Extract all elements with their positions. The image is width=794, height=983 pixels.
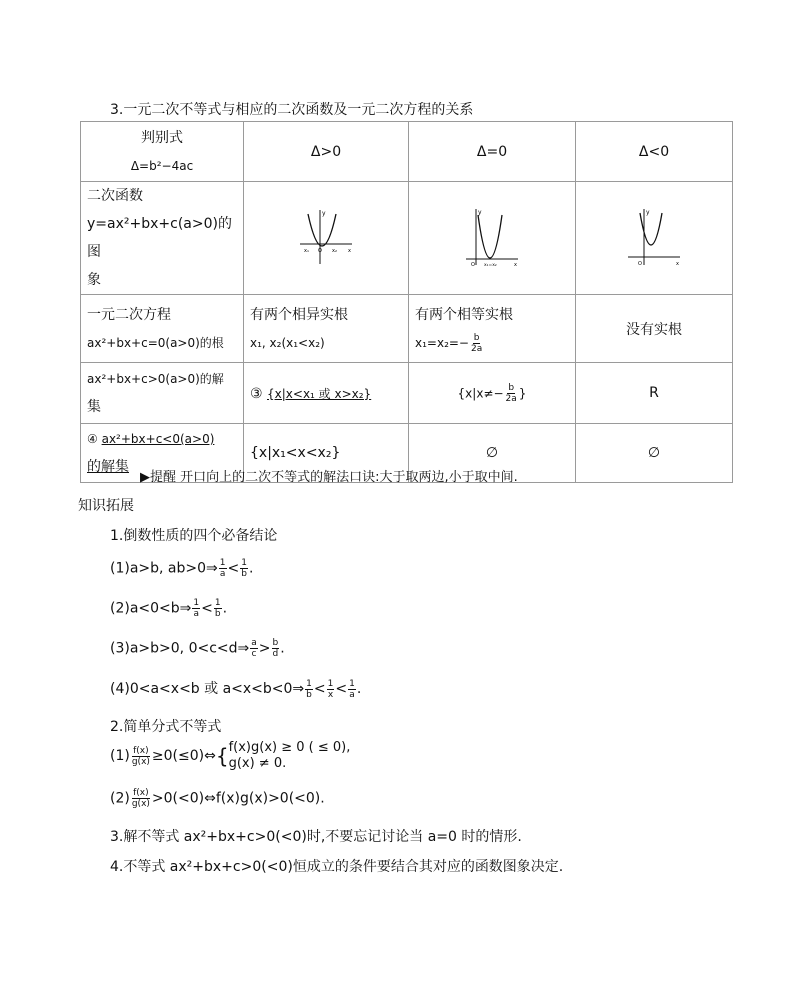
fraction-numerator: 1 (219, 558, 226, 568)
graph3-label-x: x (676, 261, 679, 267)
header-delta-negative: Δ<0 (576, 122, 733, 182)
parabola-two-roots-graph (296, 206, 356, 266)
function-label-line3: 象 (87, 272, 101, 288)
greater-label-cell (81, 363, 244, 424)
frac-1-over-b (305, 679, 313, 700)
tip-note: ▶提醒 开口向上的二次不等式的解法口诀:大于取两边,小于取中间. (140, 470, 518, 485)
graph1-label-x2: x₂ (332, 248, 337, 254)
period: . (280, 640, 285, 657)
parabola-curve (640, 213, 662, 245)
fraction-numerator: f(x) (133, 788, 149, 798)
graph-double-root-cell (409, 182, 576, 295)
greater-double-root-cell (409, 363, 576, 424)
system-brace: { (215, 744, 229, 768)
frac-a-over-c (250, 638, 258, 659)
fraction-numerator: a (251, 638, 257, 648)
blank-marker-3: ③ (250, 385, 263, 402)
less-two-roots-cell: {x|x₁<x<x₂} (244, 424, 409, 483)
fraction-numerator: 1 (306, 678, 312, 689)
frac-1-over-a (192, 598, 200, 619)
double-root-fraction (470, 333, 483, 354)
less-no-root-cell: ∅ (576, 424, 733, 483)
graph1-label-y: y (322, 210, 326, 217)
parabola-curve (308, 214, 336, 246)
graph3-label-origin: O (638, 261, 642, 267)
frac-b-over-d (272, 638, 280, 659)
frac-1-over-a (348, 679, 356, 700)
fraction-item-1 (110, 740, 350, 772)
less-label-line1: ax²+bx+c<0(a>0) (101, 432, 215, 446)
fraction-numerator: f(x) (133, 745, 149, 756)
table-header-row (81, 122, 733, 182)
item2-prefix: (2)a<0<b⇒ (110, 600, 192, 617)
system-line-2: g(x) ≠ 0. (228, 756, 287, 771)
greater-double-root-suffix: } (518, 386, 527, 400)
fraction-denominator: c (251, 649, 257, 659)
period: . (356, 681, 362, 697)
double-root-prefix: x₁=x₂=− (415, 335, 469, 350)
heading-reciprocal: 1.倒数性质的四个必备结论 (110, 528, 278, 544)
fraction-denominator: 2a (505, 393, 517, 404)
period: . (222, 600, 228, 617)
item3-prefix: (3)a>b>0, 0<c<d⇒ (110, 640, 250, 657)
two-equal-roots-text: 有两个相等实根 (415, 306, 513, 323)
fraction-denominator: 2a (471, 343, 483, 354)
graph1-label-origin: O (318, 248, 322, 254)
equation-label-line2: ax²+bx+c=0(a>0)的根 (87, 335, 224, 350)
item4-operator-2: < (335, 681, 348, 697)
q2-middle: >0(<0)⇔f(x)g(x)>0(<0). (151, 790, 325, 807)
frac-1-over-a (219, 558, 227, 579)
note-item-3: 3.解不等式 ax²+bx+c>0(<0)时,不要忘记讨论当 a=0 时的情形. (110, 829, 522, 845)
fraction-numerator: 1 (214, 598, 221, 608)
two-distinct-roots-formula: x₁, x₂(x₁<x₂) (250, 335, 325, 350)
graph-no-root-cell (576, 182, 733, 295)
fraction-denominator: d (272, 649, 279, 659)
discriminant-header-cell (81, 122, 244, 182)
parabola-no-root-graph (624, 205, 684, 267)
graph-two-roots-cell (244, 182, 409, 295)
function-label-line1: 二次函数 (87, 188, 143, 204)
fraction-denominator: g(x) (131, 756, 150, 767)
frac-1-over-x (327, 679, 335, 700)
item2-operator: < (201, 600, 213, 617)
equation-double-root-cell (409, 295, 576, 363)
header-delta-zero: Δ=0 (409, 122, 576, 182)
system-line-1: f(x)g(x) ≥ 0 ( ≤ 0), (228, 740, 351, 755)
equation-two-roots-cell (244, 295, 409, 363)
fraction-denominator: x (327, 689, 334, 700)
header-delta-positive: Δ>0 (244, 122, 409, 182)
fraction-numerator: 1 (349, 678, 355, 689)
equation-no-root-cell: 没有实根 (576, 295, 733, 363)
frac-1-over-b (214, 598, 222, 619)
parabola-double-root-graph (462, 205, 522, 267)
greater-label-line2: 集 (87, 399, 101, 415)
reciprocal-item-1 (110, 558, 253, 579)
table-row-equation (81, 295, 733, 363)
table-row-function (81, 182, 733, 295)
less-label-line2: 的解集 (87, 459, 129, 475)
item4-prefix: (4)0<a<x<b 或 a<x<b<0⇒ (110, 681, 305, 697)
fraction-numerator: 1 (241, 558, 247, 568)
fraction-denominator: b (306, 689, 312, 700)
graph2-label-x: x (514, 262, 517, 267)
section-heading: 知识拓展 (78, 498, 134, 514)
fraction-numerator: b (508, 382, 515, 393)
fraction-numerator: b (473, 332, 480, 343)
fraction-numerator: 1 (193, 598, 200, 608)
greater-solution-set: {x|x<x₁ 或 x>x₂} (267, 386, 372, 401)
function-label-line2: y=ax²+bx+c(a>0)的图 (87, 216, 232, 260)
graph1-label-x1: x₁ (304, 248, 309, 254)
heading-fraction-inequality: 2.简单分式不等式 (110, 719, 222, 735)
greater-label-line1: ax²+bx+c>0(a>0)的解 (87, 372, 224, 386)
fraction-denominator: b (214, 609, 221, 619)
fraction-item-2 (110, 788, 325, 809)
reciprocal-item-2 (110, 598, 227, 619)
frac-f-over-g (131, 746, 151, 767)
greater-no-root-cell: R (576, 363, 733, 424)
greater-double-root-prefix: {x|x≠− (457, 386, 504, 400)
fraction-denominator: a (219, 569, 226, 579)
greater-double-root-fraction (505, 383, 518, 404)
q1-middle: ≥0(≤0)⇔ (151, 748, 216, 764)
less-label-line1-wrap (87, 425, 243, 453)
item3-operator: > (258, 640, 271, 657)
function-label-cell (81, 182, 244, 295)
equation-label-cell (81, 295, 244, 363)
discriminant-formula: Δ=b²−4ac (130, 158, 194, 173)
q1-prefix: (1) (110, 748, 130, 764)
blank-marker-4: ④ (87, 432, 98, 446)
equation-system (229, 740, 351, 772)
graph1-label-x: x (348, 248, 351, 254)
note-item-4: 4.不等式 ax²+bx+c>0(<0)恒成立的条件要结合其对应的函数图象决定. (110, 859, 564, 875)
graph2-label-y: y (478, 209, 482, 216)
less-double-root-cell: ∅ (409, 424, 576, 483)
equation-label-line1: 一元二次方程 (87, 306, 171, 323)
two-distinct-roots-text: 有两个相异实根 (250, 306, 348, 323)
greater-two-roots-cell (244, 363, 409, 424)
reciprocal-item-4 (110, 678, 361, 700)
frac-1-over-b (240, 558, 248, 579)
frac-f-over-g (131, 788, 151, 809)
item4-operator-1: < (313, 681, 326, 697)
reciprocal-item-3 (110, 638, 285, 659)
table-row-greater (81, 363, 733, 424)
discriminant-label: 判别式 (141, 129, 183, 146)
period: . (248, 560, 254, 577)
fraction-denominator: a (349, 689, 355, 700)
relation-table (80, 121, 733, 483)
graph2-label-x1x2: x₁=x₂ (484, 263, 497, 267)
graph3-label-y: y (646, 209, 650, 216)
fraction-denominator: g(x) (131, 799, 150, 809)
fraction-numerator: b (272, 638, 279, 648)
graph2-label-origin: O (471, 262, 475, 267)
fraction-numerator: 1 (327, 678, 334, 689)
q2-prefix: (2) (110, 790, 130, 807)
section-title: 3.一元二次不等式与相应的二次函数及一元二次方程的关系 (110, 102, 474, 118)
fraction-denominator: b (241, 569, 247, 579)
item1-operator: < (227, 560, 240, 577)
fraction-denominator: a (193, 609, 200, 619)
item1-prefix: (1)a>b, ab>0⇒ (110, 560, 218, 577)
parabola-curve (478, 215, 502, 258)
double-root-formula (415, 329, 575, 357)
